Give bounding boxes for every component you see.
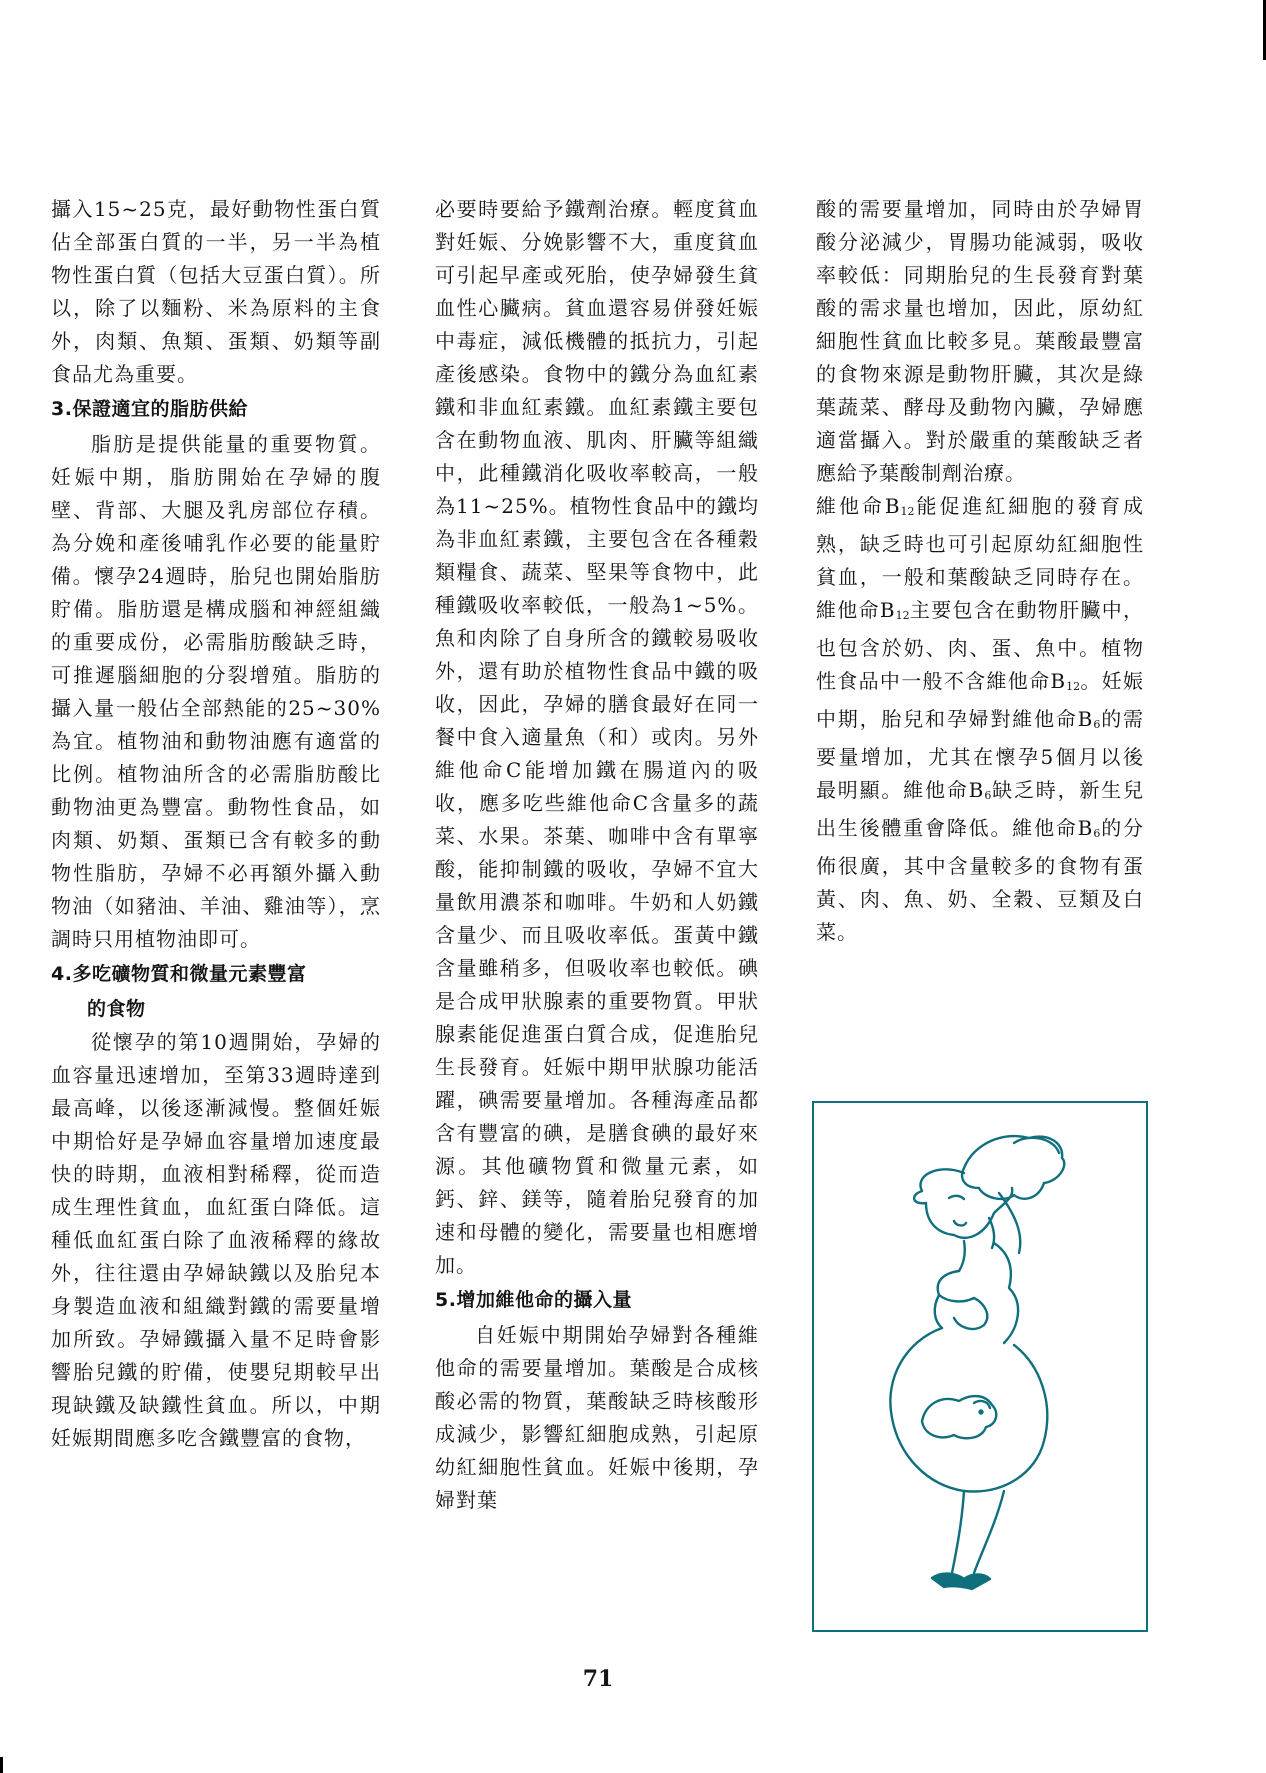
paragraph: 自妊娠中期開始孕婦對各種維他命的需要量增加。葉酸是合成核酸必需的物質，葉酸缺乏時核酸形成減少，影響紅細胞成熟，引起原幼紅細胞性貧血。妊娠中後期，孕婦對葉 [435, 1323, 759, 1512]
page-number: 71 [582, 1666, 614, 1692]
illustration-frame [812, 1101, 1148, 1632]
subscript: 12 [895, 609, 910, 622]
text-column-left [51, 193, 381, 1455]
subscript: 6 [1093, 718, 1101, 731]
pregnant-woman-illustration [814, 1103, 1146, 1630]
section-heading-3: 3.保證適宜的脂肪供給 [51, 398, 248, 420]
subscript: 12 [900, 505, 915, 518]
text-column-middle [435, 193, 759, 1517]
section-heading-4 [51, 956, 381, 1026]
paragraph: 必要時要給予鐵劑治療。輕度貧血對妊娠、分娩影響不大，重度貧血可引起早產或死胎，使孕婦發生貧血性心臟病。貧血還容易併發妊娠中毒症，減低機體的抵抗力，引起產後感染。食物中的鐵分為血紅素鐵和非血紅素鐵。血紅素鐵主要包含在動物血液、肌肉、肝臟等組織中，此種鐵消化吸收率較高，一般為11~25%。植物性食品中的鐵均為非血紅素鐵，主要包含在各種穀類糧食、蔬菜、堅果等食物中，此種鐵吸收率較低，一般為1~5%。魚和肉除了自身所含的鐵較易吸收外，還有助於植物性食品中鐵的吸收，因此，孕婦的膳食最好在同一餐中食入適量魚（和）或肉。另外維他命C能增加鐵在腸道內的吸收，應多吃些維他命C含量多的蔬菜、水果。茶葉、咖啡中含有單寧酸，能抑制鐵的吸收，孕婦不宜大量飲用濃茶和咖啡。牛奶和人奶鐵含量少、而且吸收率低。蛋黃中鐵含量雖稍多，但吸收率也較低。碘是合成甲狀腺素的重要物質。甲狀腺素能促進蛋白質合成，促進胎兒生長發育。妊娠中期甲狀腺功能活躍，碘需要量增加。各種海產品都含有豐富的碘，是膳食碘的最好來源。其他礦物質和微量元素，如鈣、鋅、鎂等，隨着胎兒發育的加速和母體的變化，需要量也相應增加。 [435, 197, 759, 1277]
scan-edge-mark [0, 1757, 3, 1773]
paragraph: 從懷孕的第10週開始，孕婦的血容量迅速增加，至第33週時達到最高峰，以後逐漸減慢。整個妊娠中期恰好是孕婦血容量增加速度最快的時期，血液相對稀釋，從而造成生理性貧血，血紅蛋白降低。這種低血紅蛋白除了血液稀釋的緣故外，往往還由孕婦缺鐵以及胎兒本身製造血液和組織對鐵的需要量增加所致。孕婦鐵攝入量不足時會影響胎兒鐵的貯備，使嬰兒期較早出現缺鐵及缺鐵性貧血。所以，中期妊娠期間應多吃含鐵豐富的食物， [51, 1030, 381, 1450]
heading-line: 的食物 [87, 998, 146, 1020]
subscript: 12 [1066, 680, 1081, 693]
paragraph-vitamins: 維他命B12能促進紅細胞的發育成熟，缺乏時也可引起原幼紅細胞性貧血，一般和葉酸缺乏同時存在。維他命B12主要包含在動物肝臟中，也包含於奶、肉、蛋、魚中。植物性食品中一般不含維他命B12。妊娠中期，胎兒和孕婦對維他命B6的需要量增加，尤其在懷孕5個月以後最明顯。維他命B6缺乏時，新生兒出生後體重會降低。維他命B6的分佈很廣，其中含量較多的食物有蛋黃、肉、魚、奶、全穀、豆類及白菜。 [816, 494, 1145, 944]
paragraph: 攝入15~25克，最好動物性蛋白質佔全部蛋白質的一半，另一半為植物性蛋白質（包括大豆蛋白質）。所以，除了以麵粉、米為原料的主食外，肉類、魚類、蛋類、奶類等副食品尤為重要。 [51, 197, 381, 386]
subscript: 6 [1093, 827, 1101, 840]
section-heading-5: 5.增加維他命的攝入量 [435, 1289, 632, 1311]
paragraph: 酸的需要量增加，同時由於孕婦胃酸分泌減少，胃腸功能減弱，吸收率較低：同期胎兒的生長發育對葉酸的需求量也增加，因此，原幼紅細胞性貧血比較多見。葉酸最豐富的食物來源是動物肝臟，其次是綠葉蔬菜、酵母及動物內臟，孕婦應適當攝入。對於嚴重的葉酸缺乏者應給予葉酸制劑治療。 [816, 197, 1144, 485]
paragraph: 脂肪是提供能量的重要物質。妊娠中期，脂肪開始在孕婦的腹壁、背部、大腿及乳房部位存積。為分娩和產後哺乳作必要的能量貯備。懷孕24週時，胎兒也開始脂肪貯備。脂肪還是構成腦和神經組織的重要成份，必需脂肪酸缺乏時，可推遲腦細胞的分裂增殖。脂肪的攝入量一般佔全部熱能的25~30%為宜。植物油和動物油應有適當的比例。植物油所含的必需脂肪酸比動物油更為豐富。動物性食品，如肉類、奶類、蛋類已含有較多的動物性脂肪，孕婦不必再額外攝入動物油（如豬油、羊油、雞油等），烹調時只用植物油即可。 [51, 432, 381, 951]
heading-line: 4.多吃礦物質和微量元素豐富 [51, 963, 307, 985]
text-column-right [816, 193, 1144, 949]
subscript: 6 [984, 789, 992, 802]
